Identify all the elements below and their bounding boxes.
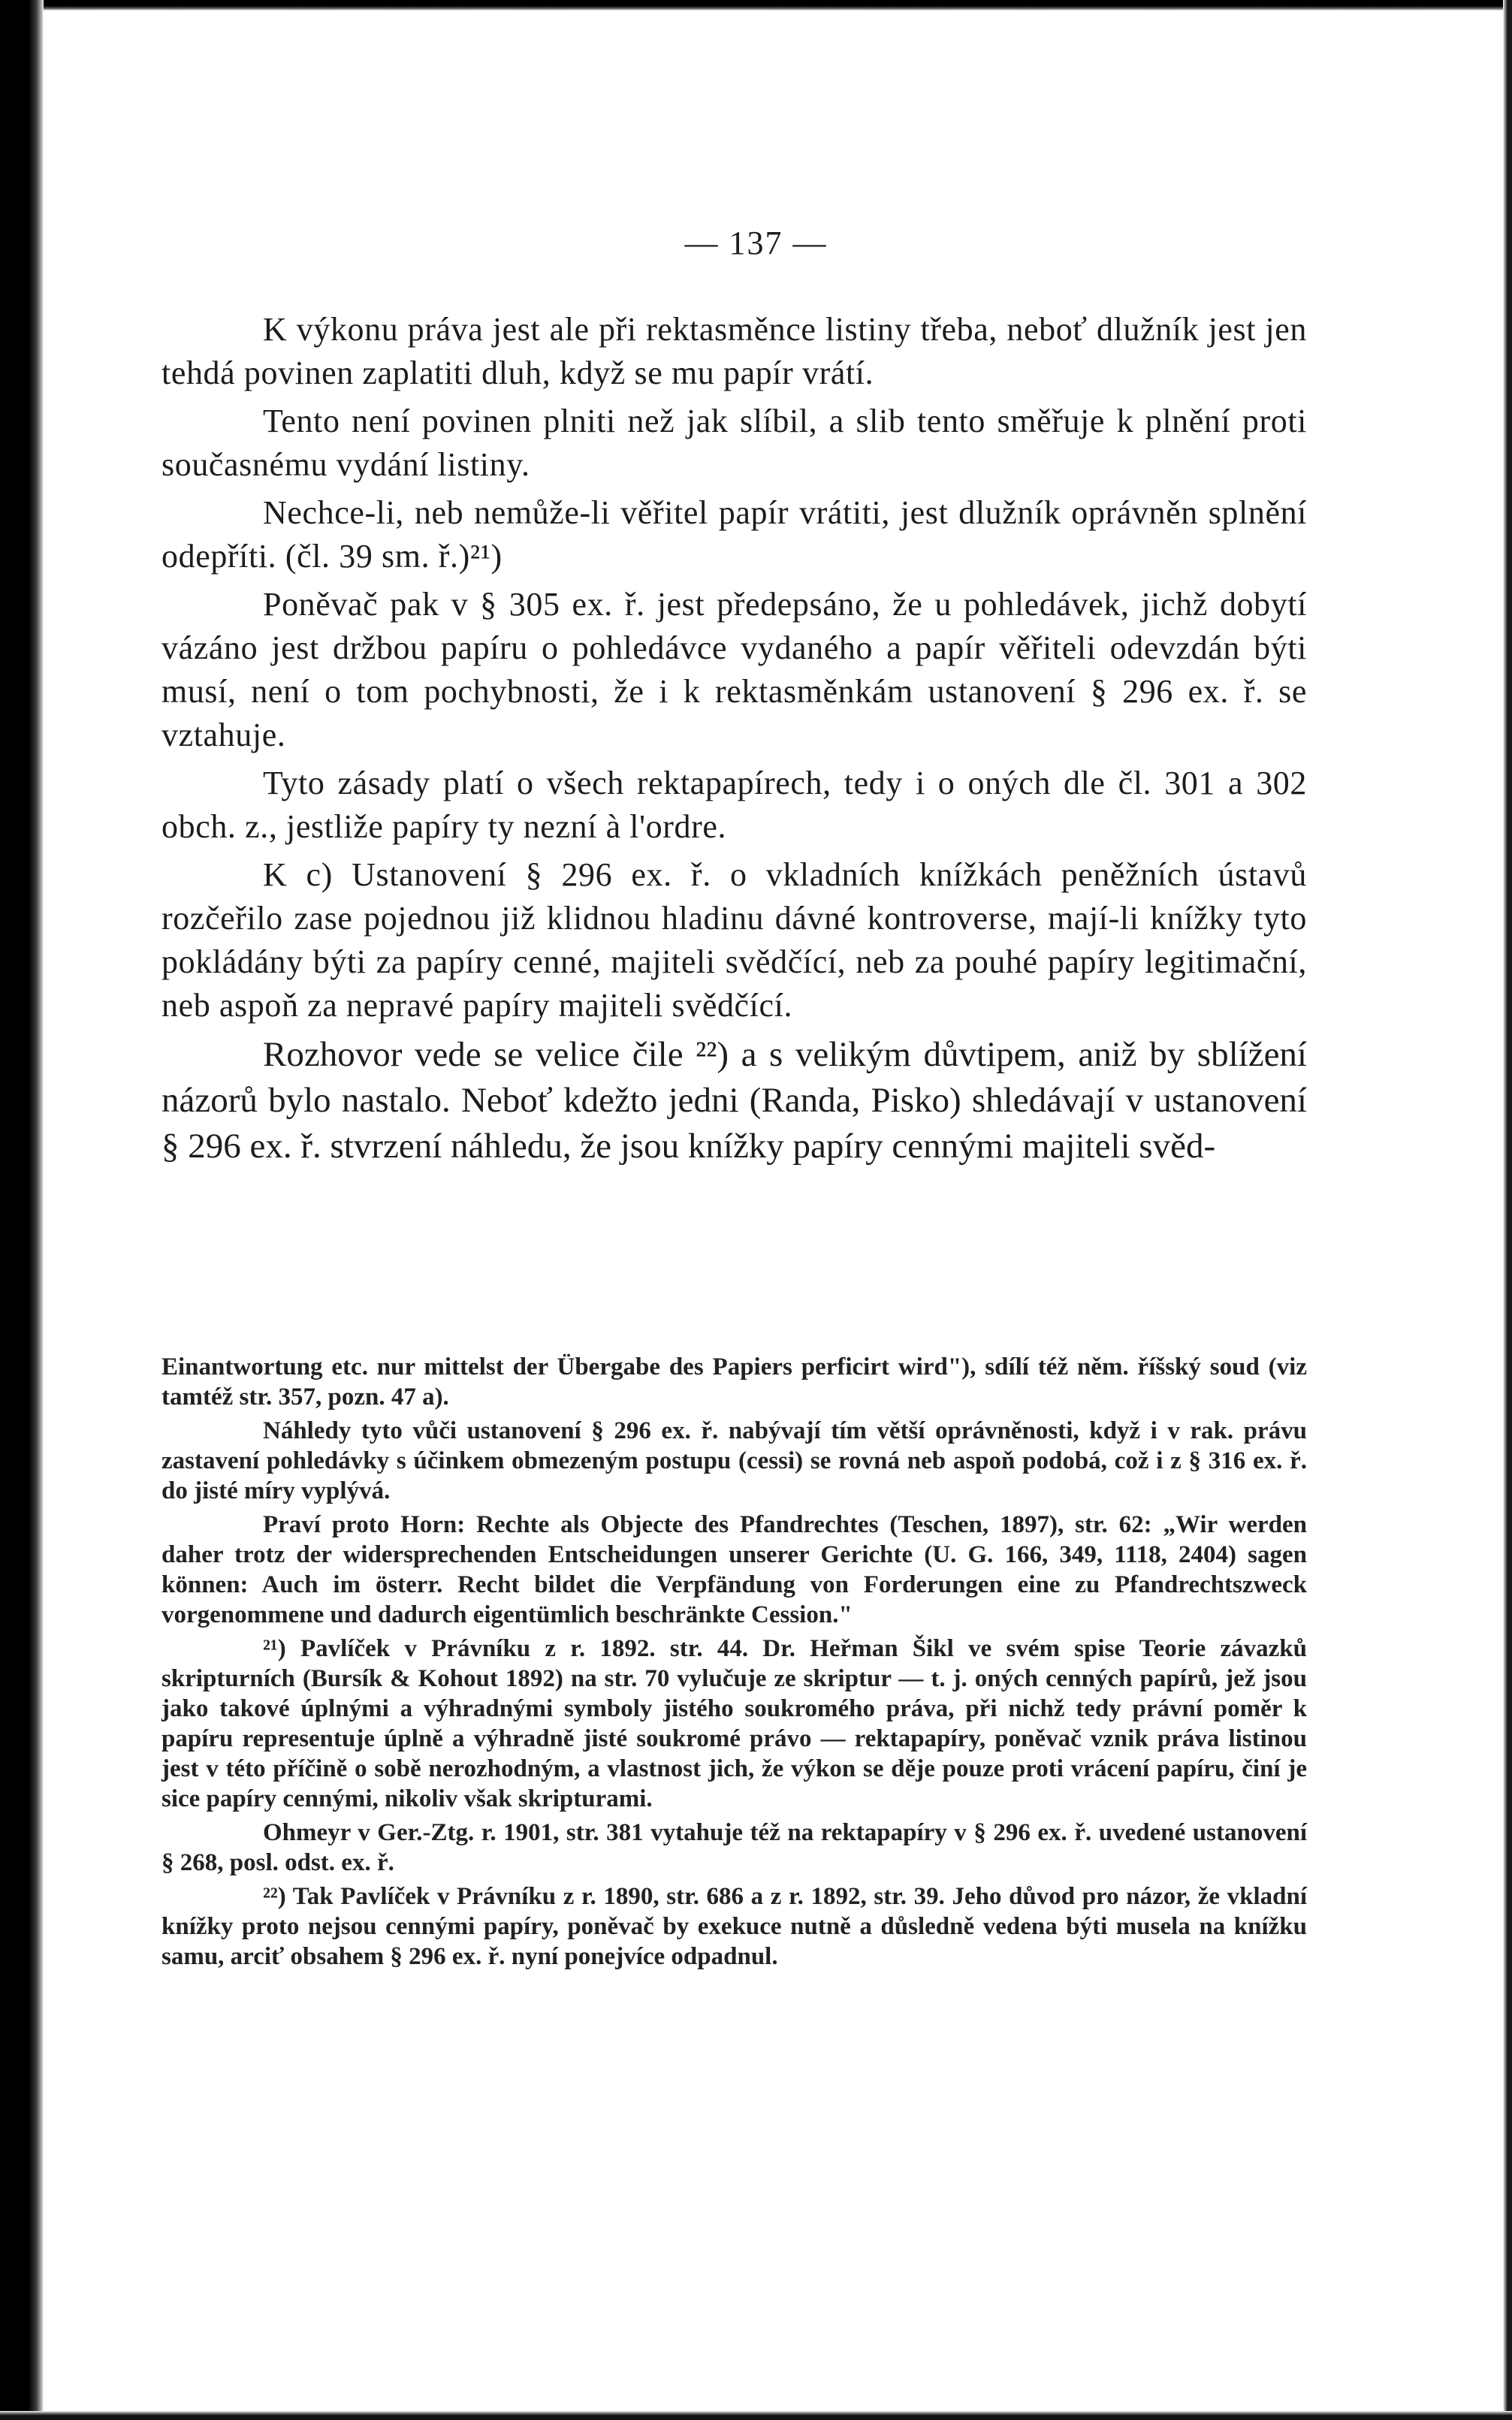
footnote: Praví proto Horn: Rechte als Objecte des Pfandrechtes (Teschen, 1897), str. 62: „Wir werden daher trotz der widersprechenden Entscheidungen unserer Gerichte (U. G. 166, 349, 1118, 2404) sagen können: Auch im österr. Recht bildet die Verpfändung von Forderungen eine zu Pfandrechtszweck vorgenommene und dadurch eigentümlich beschränkte Cession." (161, 1511, 1307, 1628)
footnotes (161, 1352, 1307, 1975)
paragraph: Tyto zásady platí o všech rektapapírech, tedy i o oných dle čl. 301 a 302 obch. z., jestliže papíry ty nezní à l'ordre. (161, 765, 1307, 845)
footnote: ²¹) Pavlíček v Právníku z r. 1892. str. 44. Dr. Heřman Šikl ve svém spise Teorie závazků skripturních (Bursík & Kohout 1892) na str. 70 vylučuje ze skriptur — t. j. oných cenných papírů, jež jsou jako takové úplnými a výhradnými symboly jistého soukromého práva, při nichž tedy právní poměr k papíru representuje úplně a výhradně jisté soukromé právo — rektapapíry, poněvač vznik práva listinou jest v této příčině o sobě nerozhodným, a vlastnost jich, že výkon se děje pouze proti vrácení papíru, činí je sice papíry cennými, nikoliv však skripturami. (161, 1635, 1307, 1812)
footnote: Einantwortung etc. nur mittelst der Übergabe des Papiers perficirt wird"), sdílí též něm. říšský soud (viz tamtéž str. 357, pozn. 47 a). (161, 1353, 1307, 1411)
paragraph: Nechce-li, neb nemůže-li věřitel papír vrátiti, jest dlužník oprávněn splnění odepříti. (čl. 39 sm. ř.)²¹) (161, 494, 1307, 575)
main-text (161, 308, 1307, 1174)
scan-border-top (0, 0, 1512, 11)
paragraph: K c) Ustanovení § 296 ex. ř. o vkladních knížkách peněžních ústavů rozčeřilo zase pojednou již klidnou hladinu dávné kontroverse, mají-li knížky tyto pokládány býti za papíry cenné, majiteli svědčící, neb za pouhé papíry legitimační, neb aspoň za nepravé papíry majiteli svědčící. (161, 856, 1307, 1024)
footnote: Náhledy tyto vůči ustanovení § 296 ex. ř. nabývají tím větší oprávněnosti, když i v rak. právu zastavení pohledávky s účinkem obmezeným postupu (cessi) se rovná neb aspoň podobá, což i z § 316 ex. ř. do jisté míry vyplývá. (161, 1417, 1307, 1504)
scan-border-bottom (0, 2411, 1512, 2420)
scan-border-left (0, 0, 44, 2420)
paragraph: K výkonu práva jest ale při rektasměnce listiny třeba, neboť dlužník jest jen tehdá povinen zaplatiti dluh, když se mu papír vrátí. (161, 311, 1307, 391)
paragraph: Poněvač pak v § 305 ex. ř. jest předepsáno, že u pohledávek, jichž dobytí vázáno jest držbou papíru o pohledávce vydaného a papír věřiteli odevzdán býti musí, není o tom pochybnosti, že i k rektasměnkám ustanovení § 296 ex. ř. se vztahuje. (161, 586, 1307, 753)
footnote: Ohmeyr v Ger.-Ztg. r. 1901, str. 381 vytahuje též na rektapapíry v § 296 ex. ř. uvedené ustanovení § 268, posl. odst. ex. ř. (161, 1819, 1307, 1876)
paragraph: Rozhovor vede se velice čile ²²) a s velikým důvtipem, aniž by sblížení názorů bylo nastalo. Neboť kdežto jedni (Randa, Pisko) shledávají v ustanovení § 296 ex. ř. stvrzení náhledu, že jsou knížky papíry cennými majiteli svěd- (161, 1035, 1307, 1166)
scan-border-right (1503, 0, 1512, 2420)
paragraph: Tento není povinen plniti než jak slíbil, a slib tento směřuje k plnění proti současnému vydání listiny. (161, 403, 1307, 483)
footnote: ²²) Tak Pavlíček v Právníku z r. 1890, str. 686 a z r. 1892, str. 39. Jeho důvod pro názor, že vkladní knížky proto nejsou cennými papíry, poněvač by exekuce nutně a důsledně vedena býti musela na knížku samu, arciť obsahem § 296 ex. ř. nyní ponejvíce odpadnul. (161, 1883, 1307, 1970)
page-number: — 137 — (684, 225, 828, 261)
